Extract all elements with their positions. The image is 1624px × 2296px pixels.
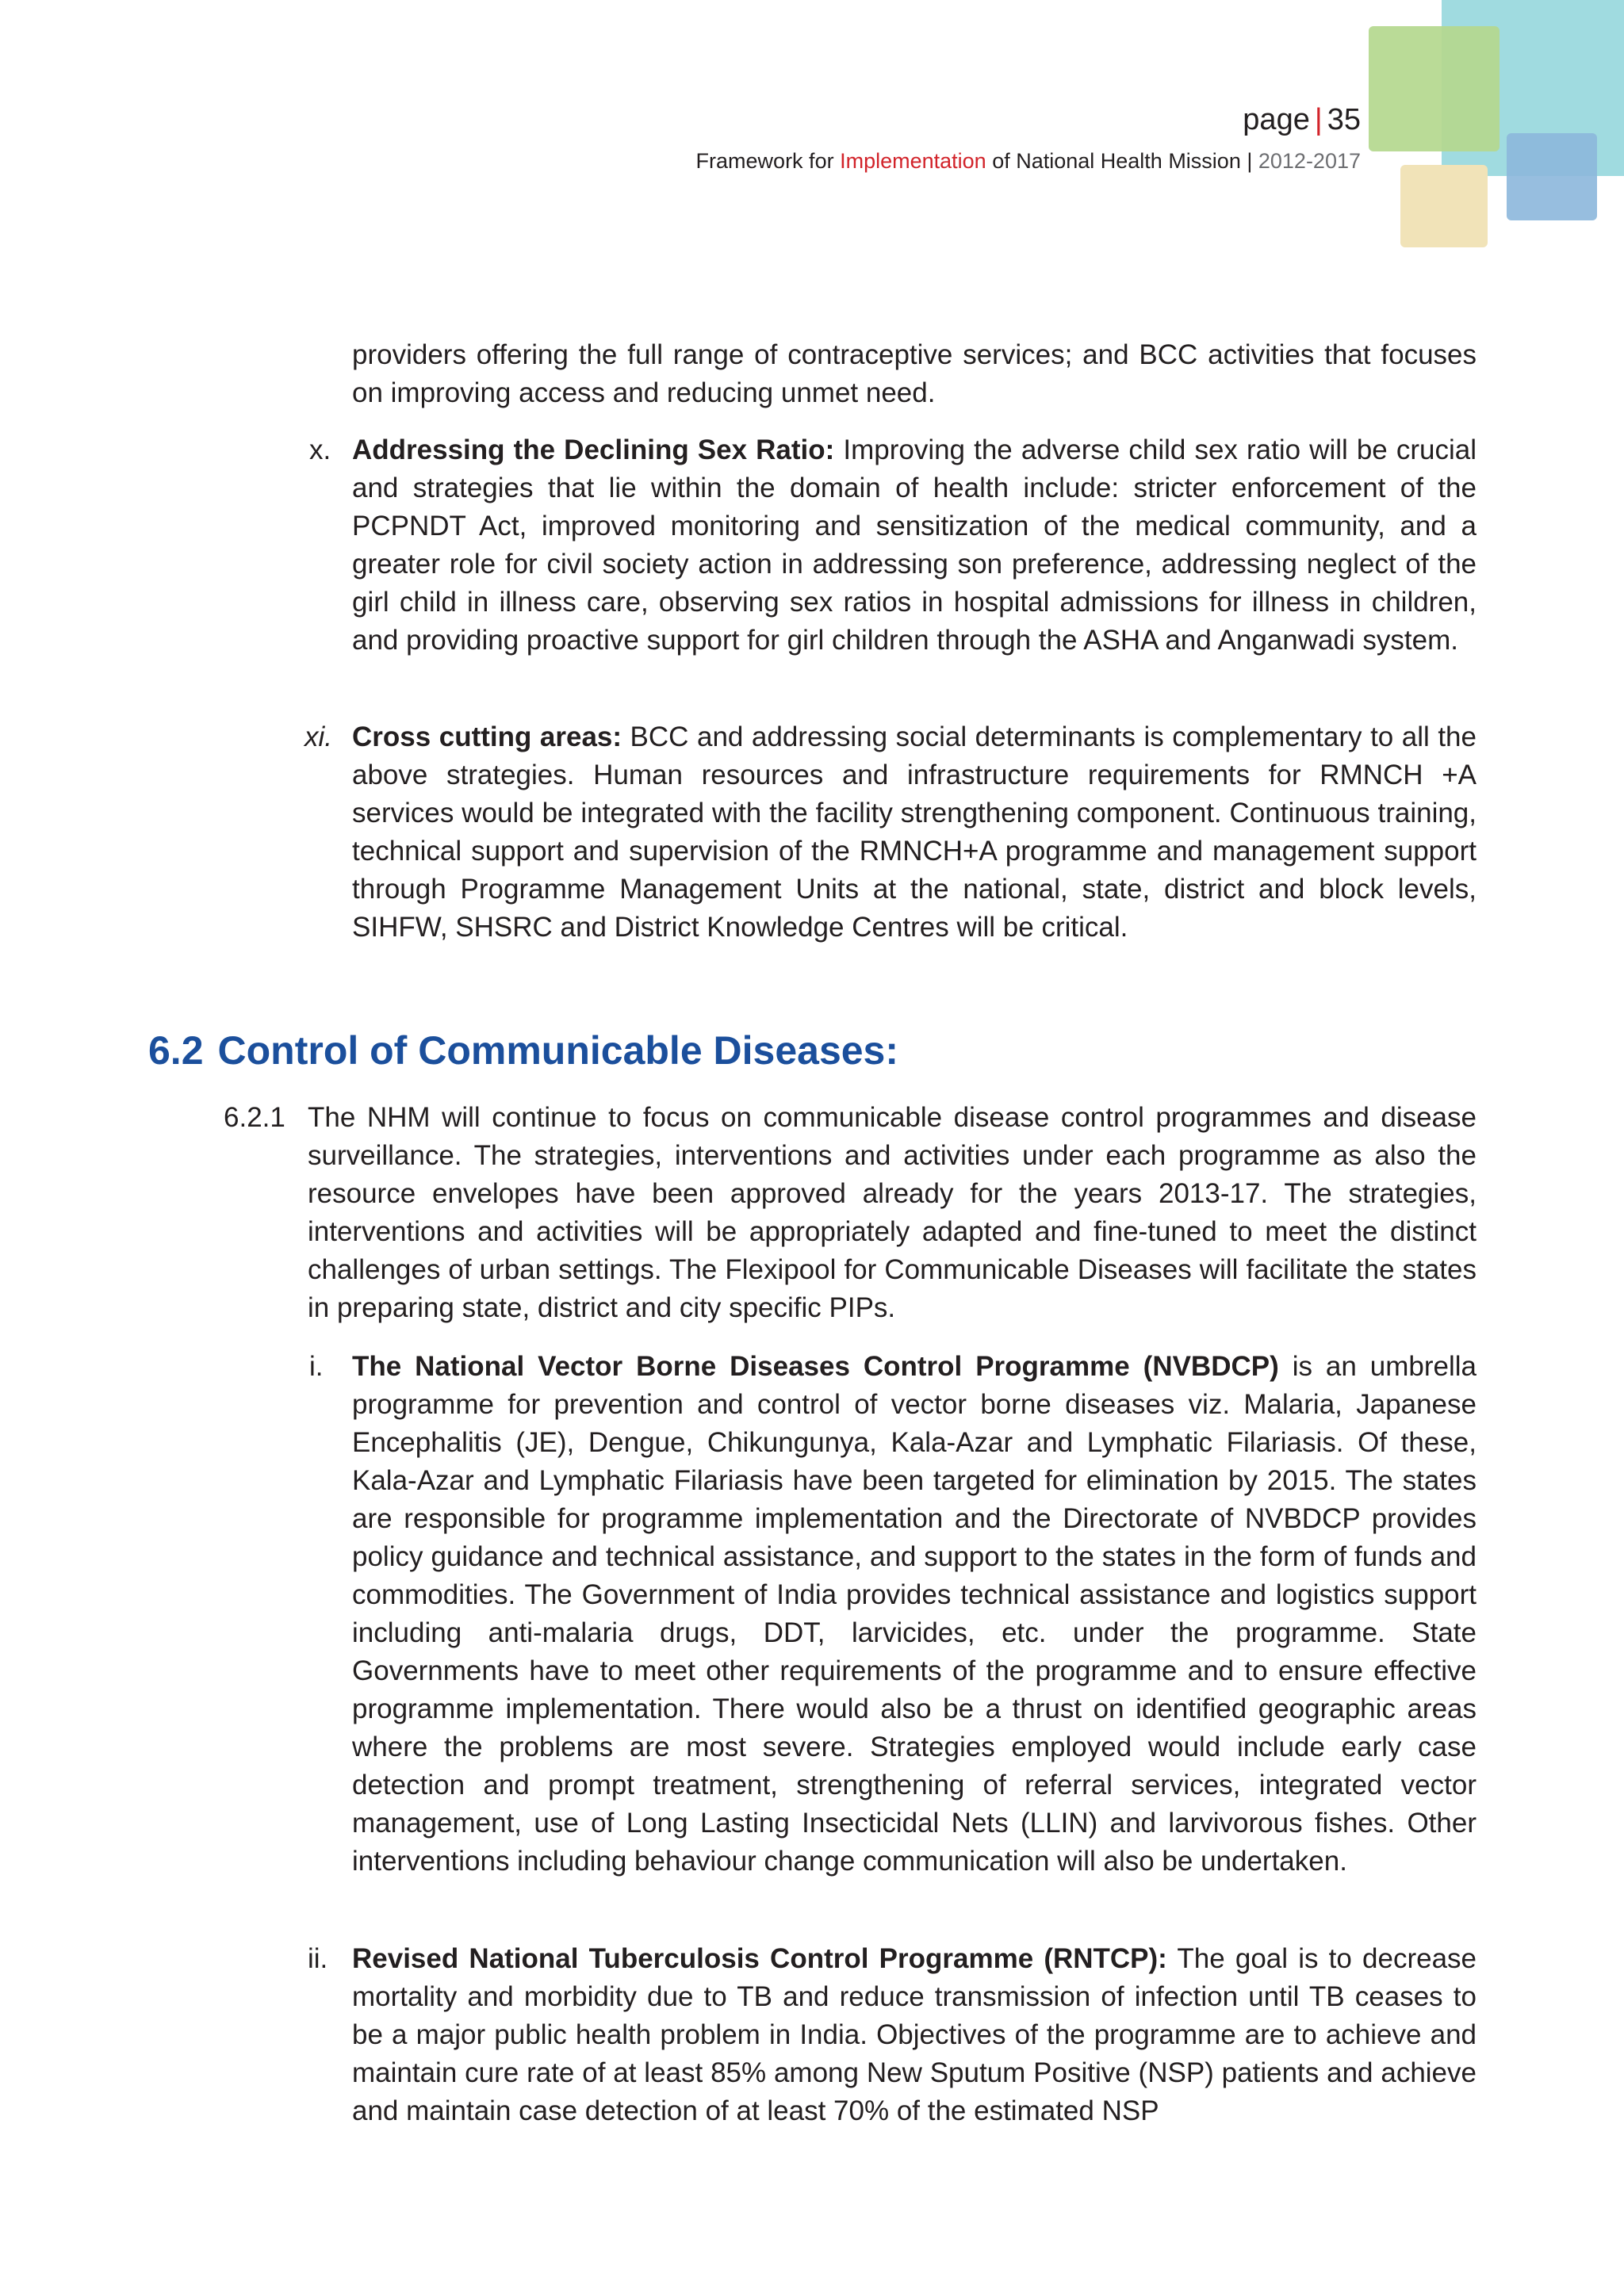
list-item-text: BCC and addressing social determinants is complementary to all the above strategies. Human resources and infrastructure requirements for RMNCH +A services would be integrated with the facility strengthening component. Continuous training, technical support and supervision of the RMNCH+A programme and management support through Programme Management Units at the national, state, district and block levels, SIHFW, SHSRC and District Knowledge Centres will be critical. xyxy=(352,721,1477,943)
document-running-title xyxy=(696,149,1361,174)
continuation-paragraph: providers offering the full range of contraceptive services; and BCC activities that focuses on improving access and reducing unmet need. xyxy=(352,339,1477,408)
page-separator: | xyxy=(1314,103,1323,136)
list-item-text: The goal is to decrease mortality and morbidity due to TB and reduce transmission of infection until TB ceases to be a major public health problem in India. Objectives of the programme are to achieve and maintain cure rate of at least 85% among New Sputum Positive (NSP) patients and achieve and maintain case detection of at least 70% of the estimated NSP xyxy=(352,1943,1477,2126)
list-item-number: i. xyxy=(309,1351,324,1382)
section-heading xyxy=(148,1027,898,1073)
list-item-heading: The National Vector Borne Diseases Control Programme (NVBDCP) xyxy=(352,1351,1279,1382)
section-number: 6.2 xyxy=(148,1028,204,1073)
section-title: Control of Communicable Diseases: xyxy=(217,1028,899,1073)
decorative-square-sand xyxy=(1400,165,1488,247)
running-title-highlight: Implementation xyxy=(840,149,986,173)
page-word: page xyxy=(1243,103,1310,136)
running-title-separator: | xyxy=(1247,149,1258,173)
running-title-suffix: of National Health Mission xyxy=(986,149,1241,173)
list-item-body xyxy=(352,431,1477,660)
list-item-number: ii. xyxy=(308,1943,328,1974)
paragraph-number: 6.2.1 xyxy=(224,1102,285,1133)
list-item-body xyxy=(352,1940,1477,2130)
list-item-text: is an umbrella programme for prevention and control of vector borne diseases viz. Malaria, Japanese Encephalitis (JE), Dengue, Chikungunya, Kala-Azar and Lymphatic Filariasis. Of these, Kala-Azar and Lymphatic Filariasis have been targeted for elimination by 2015. The states are responsible for programme implementation and the Directorate of NVBDCP provides policy guidance and technical assistance, and support to the states in the form of funds and commodities. The Government of India provides technical assistance and logistics support including anti-malaria drugs, DDT, larvicides, etc. under the programme. State Governments have to meet other requirements of the programme and to ensure effective programme implementation. There would also be a thrust on identified geographic areas where the problems are most severe. Strategies employed would include early case detection and prompt treatment, strengthening of referral services, integrated vector management, use of Long Lasting Insecticidal Nets (LLIN) and larvivorous fishes. Other interventions including behaviour change communication will also be undertaken. xyxy=(352,1351,1477,1877)
list-item-heading: Revised National Tuberculosis Control Programme (RNTCP): xyxy=(352,1943,1167,1974)
list-item-heading: Cross cutting areas: xyxy=(352,721,622,752)
running-title-prefix: Framework for xyxy=(695,149,841,173)
running-title-years: 2012-2017 xyxy=(1258,149,1361,173)
list-item-body xyxy=(352,718,1477,947)
page-number: 35 xyxy=(1327,103,1361,136)
page-number-header xyxy=(1243,103,1361,137)
decorative-square-green xyxy=(1369,26,1500,151)
list-item-number: x. xyxy=(309,434,331,465)
list-item-heading: Addressing the Declining Sex Ratio: xyxy=(352,434,835,465)
list-item-body xyxy=(352,1348,1477,1881)
list-item-text: Improving the adverse child sex ratio will be crucial and strategies that lie within the domain of health include: stricter enforcement of the PCPNDT Act, improved monitoring and sensitization of the medical community, and a greater role for civil society action in addressing son preference, addressing neglect of the girl child in illness care, observing sex ratios in hospital admissions for illness in children, and providing proactive support for girl children through the ASHA and Anganwadi system. xyxy=(352,434,1477,656)
list-item-number: xi. xyxy=(304,721,332,752)
paragraph-body: The NHM will continue to focus on communicable disease control programmes and disease surveillance. The strategies, interventions and activities under each programme as also the resource envelopes have been approved already for the years 2013-17. The strategies, interventions and activities will be appropriately adapted and fine-tuned to meet the distinct challenges of urban settings. The Flexipool for Communicable Diseases will facilitate the states in preparing state, district and city specific PIPs. xyxy=(308,1102,1477,1323)
decorative-square-blue xyxy=(1507,133,1597,220)
